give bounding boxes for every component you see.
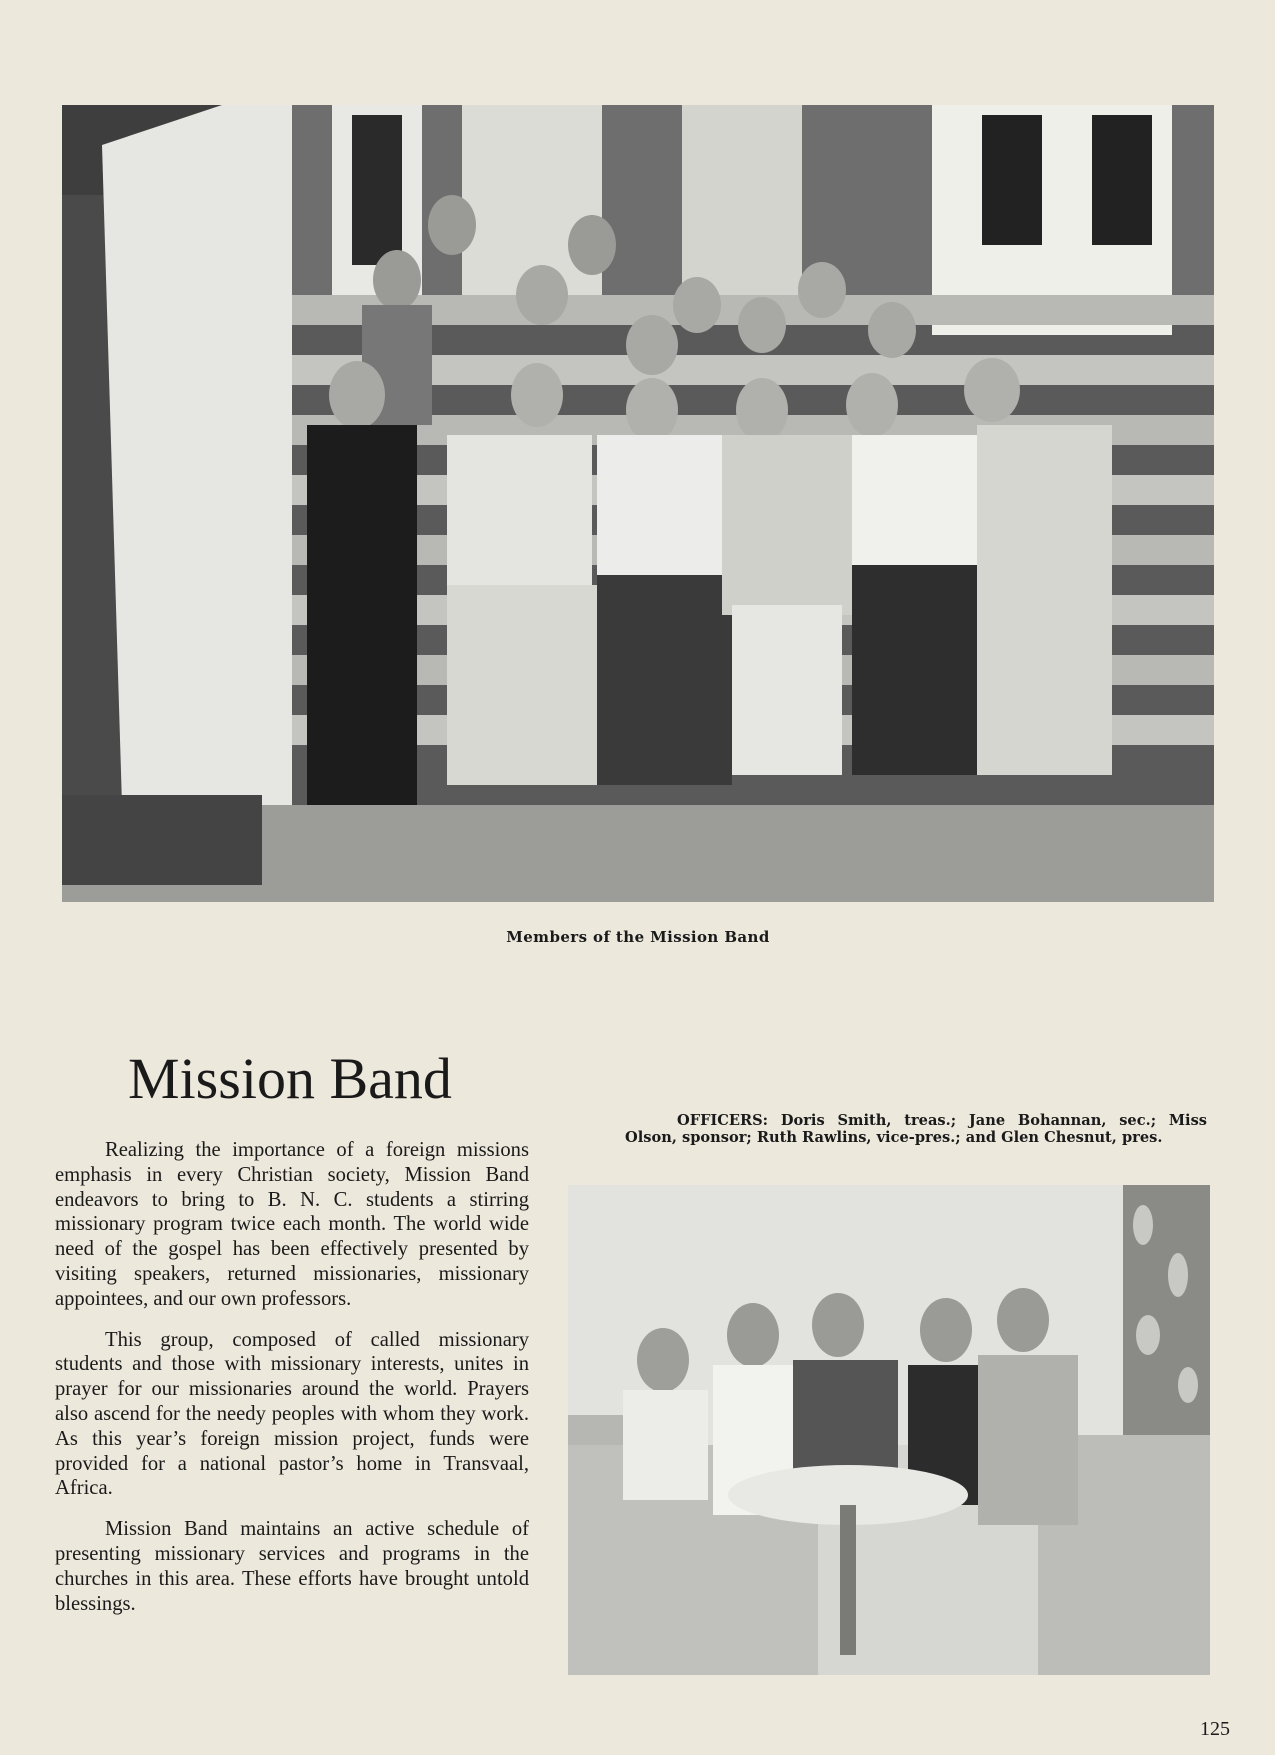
group-photo (62, 105, 1214, 902)
article-paragraph: This group, composed of called missionary students and those with missionary interests, unites in prayer for our missionaries around the world. Prayers also ascend for the needy peoples with whom they work. As this year’s foreign mission project, funds were provided for a national pastor’s home in Transvaal, Africa. (55, 1328, 529, 1500)
article-paragraph: Realizing the importance of a foreign missions emphasis in every Christian society, Mission Band endeavors to bring to B. N. C. students a stirring missionary program twice each month. The world wide need of the gospel has been effectively presented by visiting speakers, returned missionaries, missionary appointees, and our own professors. (55, 1139, 529, 1310)
group-photo-caption: Members of the Mission Band (506, 928, 770, 946)
article-body (55, 1138, 529, 1632)
officers-photo (568, 1185, 1210, 1675)
article-paragraph: Mission Band maintains an active schedule of presenting missionary services and programs in the churches in this area. These efforts have brought untold blessings. (55, 1518, 529, 1615)
officers-photo-caption: OFFICERS: Doris Smith, treas.; Jane Bohannan, sec.; Miss Olson, sponsor; Ruth Rawlins, vice-pres.; and Glen Chesnut, pres. (625, 1112, 1207, 1146)
page-number: 125 (1200, 1718, 1230, 1740)
group-photo-image (62, 105, 1214, 902)
article-title: Mission Band (128, 1046, 452, 1111)
officers-photo-image (568, 1185, 1210, 1675)
